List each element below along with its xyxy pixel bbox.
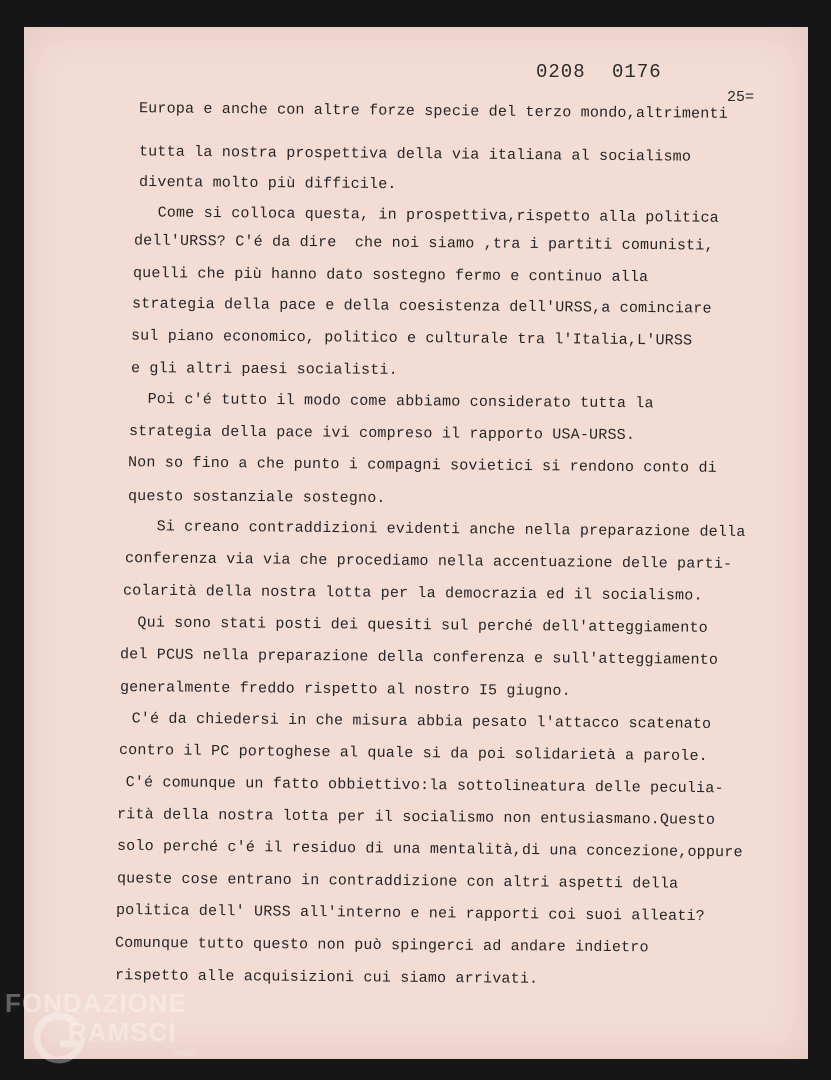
- text-line: Come si colloca questa, in prospettiva,rispetto alla politica: [129, 204, 719, 227]
- text-line: C'é comunque un fatto obbiettivo:la sottolineatura delle peculia-: [97, 773, 724, 798]
- document-page: [24, 27, 808, 1059]
- text-line: contro il PC portoghese al quale si da poi solidarietà a parole.: [118, 741, 708, 766]
- watermark-line1: FONDAZIONE: [5, 988, 187, 1018]
- text-line: diventa molto più difficile.: [138, 173, 397, 194]
- page-number: 25=: [727, 89, 755, 106]
- text-line: Qui sono stati posti dei quesiti sul perché dell'atteggiamento: [118, 614, 708, 637]
- text-line: del PCUS nella preparazione della conferenza e sull'atteggiamento: [119, 646, 719, 669]
- text-line: tutta la nostra prospettiva della via italiana al socialismo: [138, 143, 692, 166]
- text-line: strategia della pace ivi compreso il rapporto USA-URSS.: [128, 423, 636, 444]
- text-line: Europa e anche con altre forze specie del terzo mondo,altrimenti: [138, 100, 728, 123]
- text-line: politica dell' URSS all'interno e nei rapporti coi suoi alleati?: [115, 901, 705, 926]
- text-line: queste cose entrano in contraddizione con altri aspetti della: [116, 870, 679, 893]
- archive-code: 0208 0176: [536, 61, 662, 83]
- text-line: sul piano economico, politico e culturale tra l'Italia,L'URSS: [130, 327, 693, 350]
- text-line: rità della nostra lotta per il socialismo non entusiasmano.Questo: [116, 806, 716, 829]
- text-line: colarità della nostra lotta per la democrazia ed il socialismo.: [122, 582, 703, 605]
- text-line: Poi c'é tutto il modo come abbiamo considerato tutta la: [119, 390, 654, 413]
- text-line: e gli altri paesi socialisti.: [130, 360, 398, 379]
- fondazione-gramsci-watermark: [0, 988, 240, 1080]
- text-line: C'é da chiedersi in che misura abbia pesato l'attacco scatenato: [103, 710, 712, 733]
- text-line: Si creano contraddizioni evidenti anche nella preparazione della: [128, 518, 746, 541]
- watermark-onlus: onlus: [173, 1048, 197, 1059]
- text-line: strategia della pace e della coesistenza dell'URSS,a cominciare: [131, 295, 712, 318]
- text-line: Comunque tutto questo non può spingerci ad andare indietro: [114, 934, 649, 957]
- text-line: questo sostanziale sostegno.: [127, 487, 386, 508]
- text-line: Non so fino a che punto i compagni sovietici si rendono conto di: [127, 454, 717, 477]
- text-line: conferenza via via che procediamo nella accentuazione delle parti-: [124, 550, 733, 573]
- text-line: quelli che più hanno dato sostegno fermo e continuo alla: [132, 264, 649, 287]
- text-line: rispetto alle acquisizioni cui siamo arrivati.: [114, 967, 539, 988]
- text-line: dell'URSS? C'é da dire che noi siamo ,tra i partiti comunisti,: [133, 232, 714, 255]
- watermark-line2: RAMSCI: [68, 1017, 177, 1047]
- text-line: generalmente freddo rispetto al nostro I5 giugno.: [119, 679, 571, 700]
- text-line: solo perché c'é il residuo di una mentalità,di una concezione,oppure: [116, 837, 743, 862]
